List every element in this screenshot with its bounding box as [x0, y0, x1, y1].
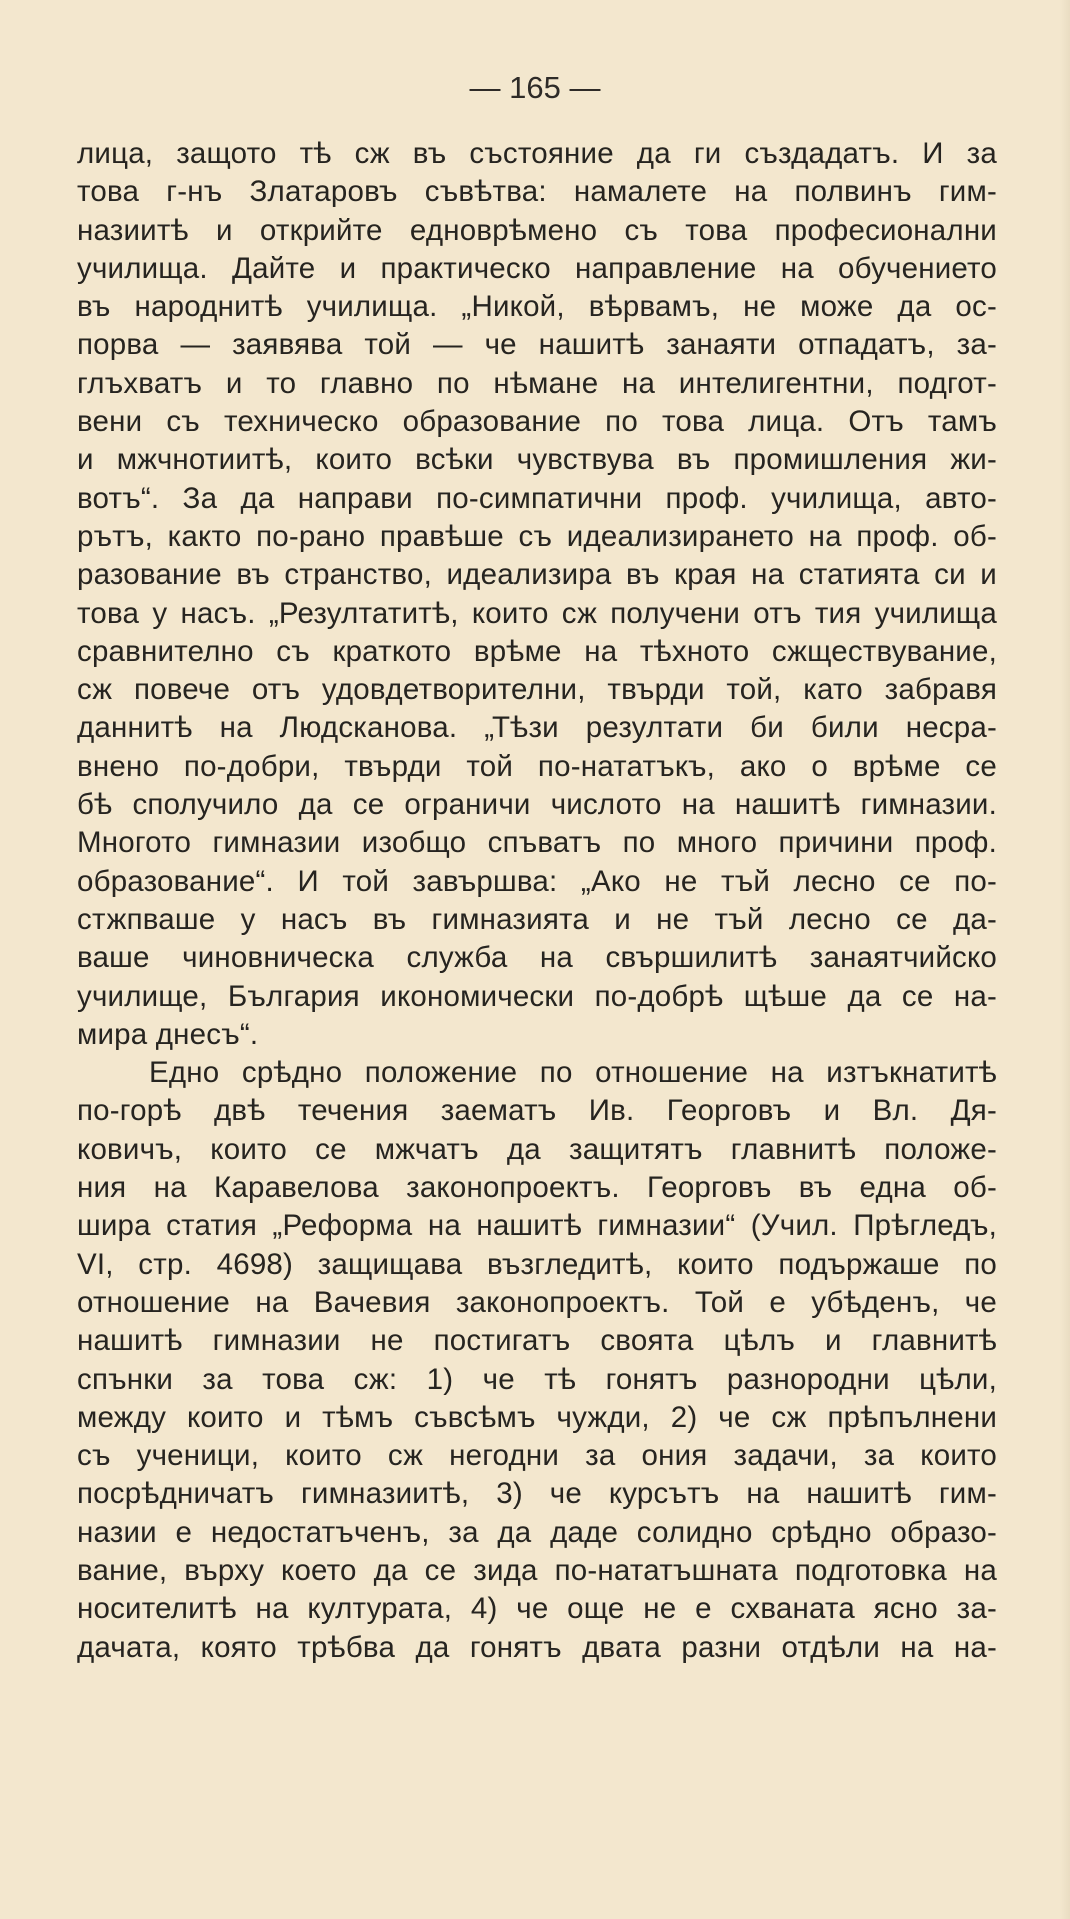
text-line: вотъ“. За да направи по-симпатични проф. училища, авто- — [77, 481, 997, 515]
text-line: спънки за това сж: 1) че тѣ гонятъ разнородни цѣли, — [77, 1362, 997, 1396]
text-line: Едно срѣдно положение по отношение на изтъкнатитѣ — [149, 1056, 997, 1090]
text-line: по-горѣ двѣ течения заематъ Ив. Георговъ и Вл. Дя- — [77, 1094, 997, 1128]
text-line: дачата, която трѣбва да гонятъ двата разни отдѣли на на- — [77, 1630, 997, 1664]
text-line: нашитѣ гимназии не постигатъ своята цѣлъ и главнитѣ — [77, 1324, 997, 1358]
text-line: отношение на Вачевия законопроектъ. Той е убѣденъ, че — [77, 1285, 997, 1319]
text-line: между които и тѣмъ съвсѣмъ чужди, 2) че сж прѣпълнени — [77, 1400, 997, 1434]
text-line: носителитѣ на културата, 4) че още не е схваната ясно за- — [77, 1592, 997, 1626]
text-line: Многото гимназии изобщо спъватъ по много причини проф. — [77, 826, 997, 860]
body-text — [77, 135, 997, 1667]
text-line: мира днесъ“. — [77, 1017, 259, 1051]
text-line: въ народнитѣ училища. „Никой, вѣрвамъ, не може да ос- — [77, 290, 997, 324]
text-line: ния на Каравелова законопроектъ. Георговъ въ една об- — [77, 1171, 997, 1205]
text-line: шира статия „Реформа на нашитѣ гимназии“ (Учил. Прѣгледъ, — [77, 1209, 997, 1243]
text-line: съ ученици, които сж негодни за ония задачи, за които — [77, 1439, 997, 1473]
text-line: стжпваше у насъ въ гимназията и не тъй лесно се да- — [77, 902, 997, 936]
text-line: това у насъ. „Резултатитѣ, които сж получени отъ тия училища — [77, 596, 997, 630]
text-line: внено по-добри, твърди той по-нататъкъ, ако о врѣме се — [77, 749, 997, 783]
text-line: вени съ техническо образование по това лица. Отъ тамъ — [77, 405, 997, 439]
text-line: и мжчнотиитѣ, които всѣки чувствува въ промишления жи- — [77, 443, 997, 477]
text-line: лица, защото тѣ сж въ състояние да ги създадатъ. И за — [77, 137, 997, 170]
text-line: VI, стр. 4698) защищава възгледитѣ, които подържаше по — [77, 1247, 997, 1281]
text-line: рътъ, както по-рано правѣше съ идеализирането на проф. об- — [77, 519, 997, 553]
text-line: посрѣдничатъ гимназиитѣ, 3) че курсътъ на нашитѣ гим- — [77, 1477, 997, 1511]
page-number: — 165 — — [469, 70, 601, 105]
text-line: това г-нъ Златаровъ съвѣтва: намалете на полвинъ гим- — [77, 175, 997, 209]
text-line: глъхватъ и то главно по нѣмане на интелигентни, подгот- — [77, 366, 997, 400]
text-line: ваше чиновническа служба на свършилитѣ занаятчийско — [77, 941, 997, 975]
text-line: даннитѣ на Людсканова. „Тѣзи резултати би били несра- — [77, 711, 997, 745]
text-line: сравнително съ краткото врѣме на тѣхното сжществувание, — [77, 634, 997, 668]
text-line: назиитѣ и открийте едноврѣмено съ това професионални — [77, 213, 997, 247]
text-line: порва — заявява той — че нашитѣ занаяти отпадатъ, за- — [77, 328, 997, 362]
text-line: вание, върху което да се зида по-нататъшната подготовка на — [77, 1553, 997, 1587]
text-line: училища. Дайте и практическо направление на обучението — [77, 251, 997, 285]
text-line: ковичъ, които се мжчатъ да защитятъ главнитѣ положе- — [77, 1132, 997, 1166]
page-edge — [1060, 0, 1070, 1919]
text-line: разование въ странство, идеализира въ края на статията си и — [77, 558, 997, 592]
text-line: бѣ сполучило да се ограничи числото на нашитѣ гимназии. — [77, 788, 997, 822]
text-line: назии е недостатъченъ, за да даде солидно срѣдно образо- — [77, 1515, 997, 1549]
text-line: образование“. И той завършва: „Ако не тъй лесно се по- — [77, 864, 997, 898]
text-line: училище, България икономически по-добрѣ щѣше да се на- — [77, 979, 997, 1013]
text-line: сж повече отъ удовдетворителни, твърди той, като забравя — [77, 673, 997, 707]
